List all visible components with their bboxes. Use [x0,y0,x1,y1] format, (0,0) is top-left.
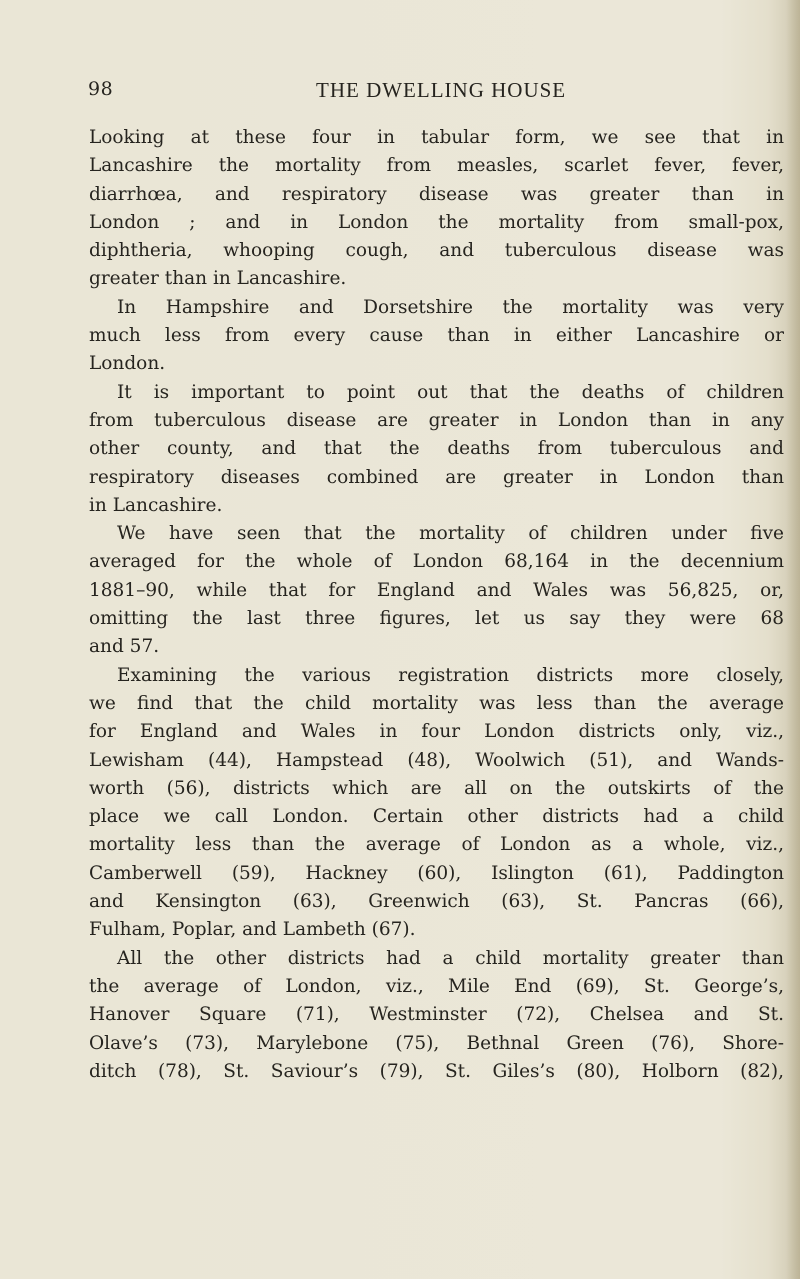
text-line: the average of London, viz., Mile End (69), St. George’s, [89,975,784,997]
text-line: and 57. [89,636,160,658]
text-line: mortality less than the average of London as a whole, viz., [89,834,784,856]
text-line: and Kensington (63), Greenwich (63), St. Pancras (66), [89,891,784,913]
text-line: Olave’s (73), Marylebone (75), Bethnal Green (76), Shore- [89,1032,784,1054]
text-line: diphtheria, whooping cough, and tuberculous disease was [89,240,784,262]
text-line: much less from every cause than in either Lancashire or [89,325,784,347]
text-line: 1881–90, while that for England and Wales was 56,825, or, [89,579,784,601]
body-text [89,124,784,1086]
text-line: from tuberculous disease are greater in London than in any [89,409,784,431]
page-edge-shadow [786,0,800,1279]
text-line: omitting the last three figures, let us say they were 68 [89,608,784,630]
text-line: ditch (78), St. Saviour’s (79), St. Giles’s (80), Holborn (82), [89,1060,784,1082]
text-line: place we call London. Certain other districts had a child [89,806,784,828]
text-line: worth (56), districts which are all on the outskirts of the [89,777,784,799]
text-line: Lancashire the mortality from measles, scarlet fever, fever, [89,155,784,177]
text-line: other county, and that the deaths from tuberculous and [89,438,784,460]
text-line: diarrhœa, and respiratory disease was greater than in [89,183,784,205]
text-line: In Hampshire and Dorsetshire the mortality was very [117,296,784,318]
text-line: Looking at these four in tabular form, we see that in [89,127,784,148]
text-line: in Lancashire. [89,494,223,516]
text-line: Examining the various registration districts more closely, [117,664,784,686]
text-line: greater than in Lancashire. [89,268,347,290]
text-line: we find that the child mortality was less than the average [89,692,784,714]
text-line: London. [89,353,166,375]
text-line: Lewisham (44), Hampstead (48), Woolwich (51), and Wands- [89,749,784,771]
text-line: averaged for the whole of London 68,164 in the decennium [89,551,784,573]
text-line: It is important to point out that the deaths of children [117,381,784,403]
text-line: London ; and in London the mortality from small-pox, [89,211,784,233]
text-line: We have seen that the mortality of children under five [117,523,784,545]
text-line: Hanover Square (71), Westminster (72), Chelsea and St. [89,1004,784,1026]
text-line: for England and Wales in four London districts only, viz., [89,721,784,743]
text-line: respiratory diseases combined are greater in London than [89,466,784,488]
page-number: 98 [88,78,114,100]
text-line: Fulham, Poplar, and Lambeth (67). [89,919,416,941]
text-line: Camberwell (59), Hackney (60), Islington (61), Paddington [89,862,784,884]
running-header [0,78,800,108]
running-title: THE DWELLING HOUSE [316,78,567,102]
text-line: All the other districts had a child mortality greater than [117,947,784,969]
